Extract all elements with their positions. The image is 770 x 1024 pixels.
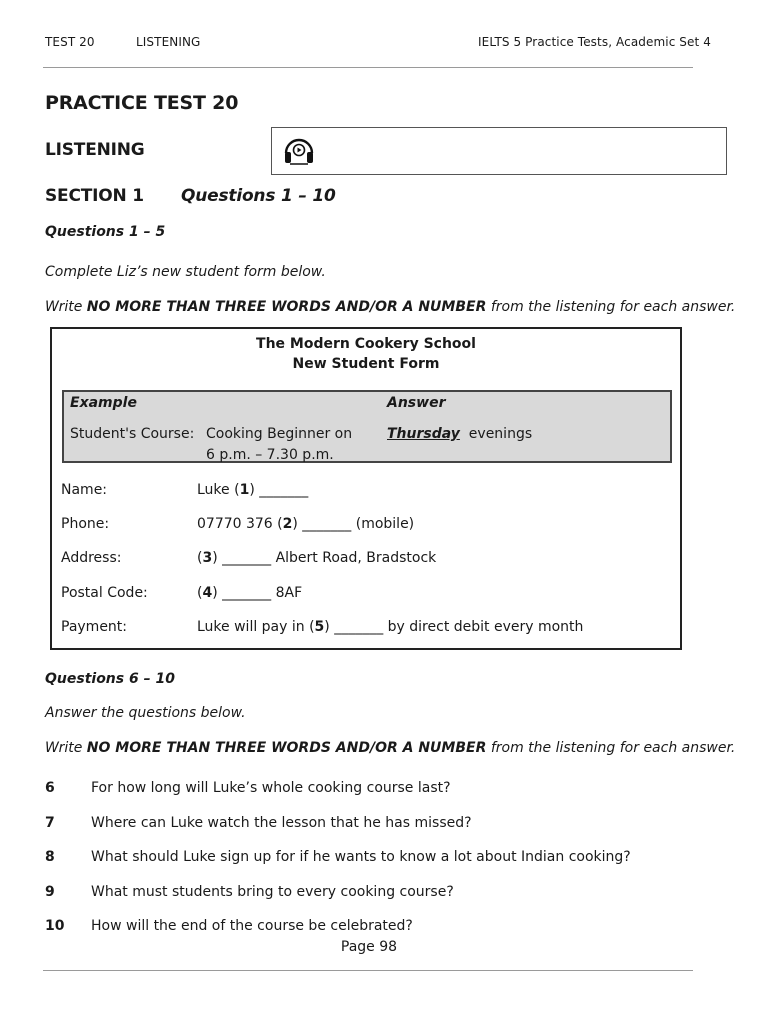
example-box bbox=[62, 390, 672, 463]
example-value-line1: Cooking Beginner on bbox=[206, 426, 353, 442]
question-text: What must students bring to every cooking course? bbox=[91, 884, 454, 900]
answer-label: Answer bbox=[387, 395, 446, 411]
audio-player-box[interactable] bbox=[271, 127, 727, 175]
question-text: How will the end of the course be celebrated? bbox=[91, 918, 413, 934]
question-number: 9 bbox=[45, 884, 55, 900]
footer-divider bbox=[43, 970, 693, 971]
question-number: 7 bbox=[45, 815, 55, 831]
headphones-icon[interactable] bbox=[282, 134, 316, 172]
example-label: Example bbox=[70, 395, 137, 411]
question-number: 6 bbox=[45, 780, 55, 796]
page-title: PRACTICE TEST 20 bbox=[45, 92, 239, 114]
header-section-label: LISTENING bbox=[136, 35, 201, 49]
phone-label: Phone: bbox=[61, 516, 110, 532]
address-label: Address: bbox=[61, 550, 122, 566]
name-label: Name: bbox=[61, 482, 108, 498]
listening-heading: LISTENING bbox=[45, 140, 145, 160]
form-title: New Student Form bbox=[292, 356, 440, 372]
questions-6-10-heading: Questions 6 – 10 bbox=[45, 671, 175, 687]
phone-value: 07770 376 (2) _______ (mobile) bbox=[197, 516, 415, 532]
postal-code-label: Postal Code: bbox=[61, 585, 148, 601]
header-test-label: TEST 20 bbox=[45, 35, 95, 49]
instruction-answer-questions: Answer the questions below. bbox=[45, 705, 246, 721]
address-value: (3) _______ Albert Road, Bradstock bbox=[197, 550, 437, 566]
example-field: Student's Course: bbox=[70, 426, 195, 442]
postal-code-value: (4) _______ 8AF bbox=[197, 585, 303, 601]
example-value-line2: 6 p.m. – 7.30 p.m. bbox=[206, 447, 334, 463]
questions-1-5-heading: Questions 1 – 5 bbox=[45, 224, 166, 240]
payment-value: Luke will pay in (5) _______ by direct debit every month bbox=[197, 619, 584, 635]
header-book-title: IELTS 5 Practice Tests, Academic Set 4 bbox=[478, 35, 711, 49]
form-school-name: The Modern Cookery School bbox=[256, 336, 476, 352]
question-number: 10 bbox=[45, 918, 65, 934]
example-answer: Thursday evenings bbox=[387, 426, 533, 442]
instruction-word-limit: Write NO MORE THAN THREE WORDS AND/OR A NUMBER from the listening for each answer. bbox=[45, 299, 736, 315]
instruction-complete-form: Complete Liz’s new student form below. bbox=[45, 264, 326, 280]
question-text: What should Luke sign up for if he wants to know a lot about Indian cooking? bbox=[91, 849, 631, 865]
name-value: Luke (1) _______ bbox=[197, 482, 309, 498]
header-divider bbox=[43, 67, 693, 68]
instruction-word-limit-2: Write NO MORE THAN THREE WORDS AND/OR A NUMBER from the listening for each answer. bbox=[45, 740, 736, 756]
student-form bbox=[50, 327, 682, 650]
section-label: SECTION 1 bbox=[45, 186, 144, 206]
question-text: For how long will Luke’s whole cooking course last? bbox=[91, 780, 451, 796]
question-number: 8 bbox=[45, 849, 55, 865]
page-number: Page 98 bbox=[340, 939, 398, 955]
section-questions: Questions 1 – 10 bbox=[181, 186, 336, 206]
payment-label: Payment: bbox=[61, 619, 128, 635]
question-text: Where can Luke watch the lesson that he has missed? bbox=[91, 815, 472, 831]
